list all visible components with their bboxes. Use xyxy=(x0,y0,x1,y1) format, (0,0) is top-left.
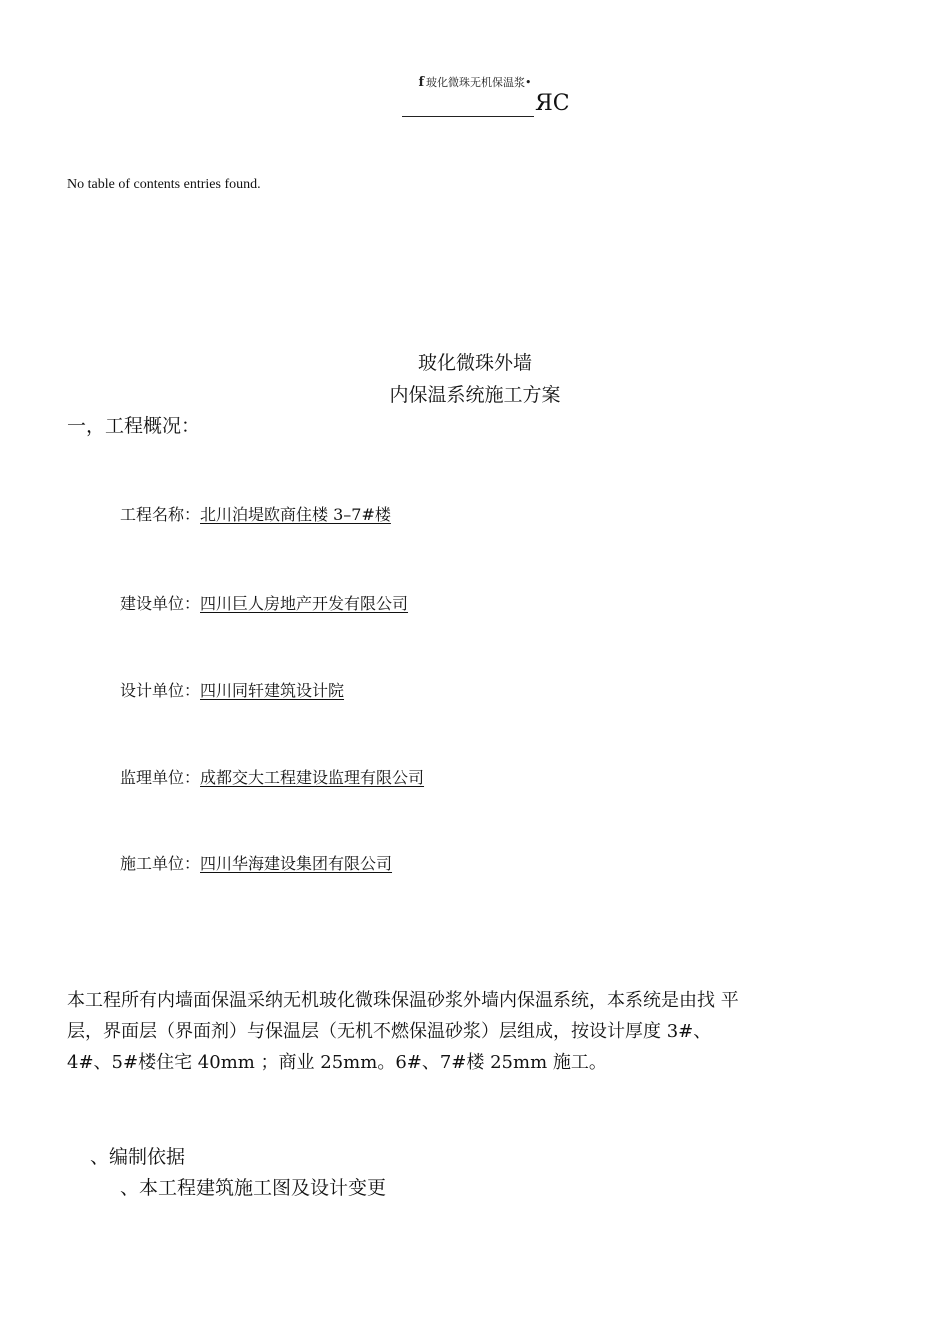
toc-message: No table of contents entries found. xyxy=(67,177,261,192)
document-title-line1: 玻化微珠外墙 xyxy=(417,352,532,374)
paragraph-line: 层，界面层（界面剂）与保温层（无机不燃保温砂浆）层组成，按设计厚度 3#、 xyxy=(67,1021,712,1042)
section1-heading: 一，工程概况： xyxy=(67,415,201,437)
info-row-design-unit xyxy=(120,678,344,701)
info-row-project-name xyxy=(120,502,391,525)
info-value: 成都交大工程建设监理有限公司 xyxy=(200,768,425,787)
page-header xyxy=(0,74,950,116)
info-label: 工程名称： xyxy=(120,505,201,524)
info-label: 设计单位： xyxy=(120,681,201,700)
section2-heading: 、编制依据 xyxy=(90,1146,186,1168)
info-label: 监理单位： xyxy=(120,768,201,787)
header-title-line xyxy=(0,74,950,90)
header-f-mark: f xyxy=(418,75,425,90)
header-rule xyxy=(402,116,534,117)
overview-paragraph xyxy=(67,985,872,1078)
paragraph-line: 4#、5#楼住宅 40mm ；商业 25mm。6#、7#楼 25mm 施工。 xyxy=(67,1052,607,1073)
header-glyph: ЯC xyxy=(535,91,570,116)
section2-item: 、本工程建筑施工图及设计变更 xyxy=(120,1177,387,1199)
header-title: 玻化微珠无机保温浆• xyxy=(426,76,532,89)
info-row-supervision-unit xyxy=(120,765,424,788)
document-title-line2: 内保温系统施工方案 xyxy=(389,384,561,406)
info-label: 施工单位： xyxy=(120,854,201,873)
header-underline-row xyxy=(402,91,572,118)
info-value: 四川华海建设集团有限公司 xyxy=(200,854,393,873)
info-value: 四川同轩建筑设计院 xyxy=(200,681,345,700)
info-value: 北川泊堤欧商住楼 3–7#楼 xyxy=(200,505,391,524)
info-value: 四川巨人房地产开发有限公司 xyxy=(200,594,409,613)
info-row-construction-unit xyxy=(120,591,408,614)
paragraph-line: 本工程所有内墙面保温采纳无机玻化微珠保温砂浆外墙内保温系统，本系统是由找 平 xyxy=(67,990,739,1011)
info-row-contractor-unit xyxy=(120,851,392,874)
info-label: 建设单位： xyxy=(120,594,201,613)
